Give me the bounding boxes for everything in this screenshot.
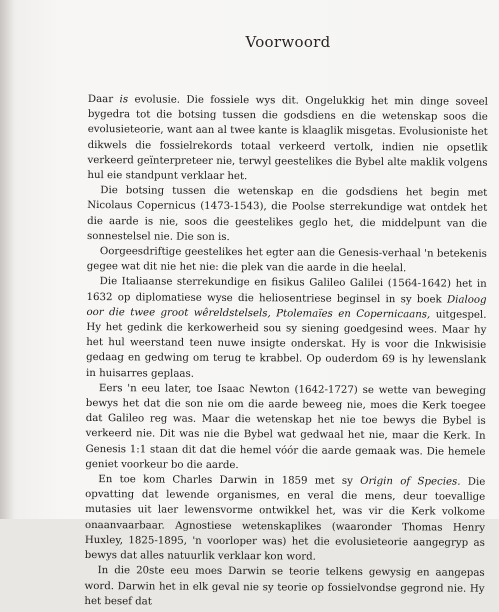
spine-shadow (0, 0, 14, 519)
paragraph-2: Die botsing tussen die wetenskap en die godsdiens het begin met Nicolaus Copernicus (1473-1543), die Poolse sterrekundige wat ontdek het die aarde is nie, soos die geestelikes geglo het, die middelpunt van die sonnestelsel nie. Die son is. (86, 185, 488, 243)
paragraph-5: Eers 'n eeu later, toe Isaac Newton (1642-1727) se wette van beweging bewys het dat die son nie om die aarde beweeg nie, moes die Kerk toegee dat Galileo reg was. Maar die wetenskap het nie toe bewys die Bybel is verkeerd nie. Dit was nie die Bybel wat gedwaal het nie, maar die Kerk. In Genesis 1:1 staan dit dat die hemel vóór die aarde gemaak was. Die hemele geniet voorkeur bo die aarde. (85, 382, 486, 471)
paragraph-3: Oorgeesdriftige geestelikes het egter aan die Genesis-verhaal 'n betekenis gegee wat dit nie het nie: die plek van die aarde in die heelal. (86, 246, 487, 275)
body-text (84, 92, 488, 612)
paragraph-4: Die Italiaanse sterrekundige en fisikus Galileo Galilei (1564-1642) het in 1632 op diplomatiese wyse die heliosentriese beginsel in sy boek Dialoog oor die twee groot wêreldstelsels, Ptolemaïes en Copernicaans, uitgespel. Hy het gedink die kerkowerheid sou sy siening goedgesind wees. Maar hy het hul weerstand teen nuwe insigte onderskat. Hy is voor die Inkwisisie gedaag en gedwing om terug te krabbel. Op ouderdom 69 is hy lewenslank in huisarres geplaas. (85, 276, 487, 380)
book-title-dialoog: Dialoog oor die twee groot wêreldstelsels, Ptolemaïes en Copernicaans, (86, 294, 487, 321)
book-title-origin: Origin of Species. (360, 475, 461, 488)
paragraph-1: Daar is evolusie. Die fossiele wys dit. Ongelukkig het min dinge soveel bygedra tot die botsing tussen die godsdiens en die wetenskap soos die evolusieteorie, want aan al twee kante is klaaglik misgetas. Evolusioniste het dikwels die fossielrekords totaal verkeerd vertolk, indien nie opsetlik verkeerd geïnterpreteer nie, terwyl geestelikes die Bybel alte maklik volgens hul eie standpunt verklaar het. (87, 93, 488, 183)
paragraph-7: In die 20ste eeu moes Darwin se teorie telkens gewysig en aangepas word. Darwin het in elk geval nie sy teorie op fossielvondse gegrond nie. Hy het besef dat (84, 565, 485, 608)
chapter-title: Voorwoord (245, 33, 331, 51)
paragraph-6: En toe kom Charles Darwin in 1859 met sy Origin of Species. Die opvatting dat lewende organismes, en veral die mens, deur toevallige mutasies uit laer lewensvorme ontwikkel het, was vir die Kerk volkome onaanvaarbaar. Agnostiese wetenskaplikes (waaronder Thomas Henry Huxley, 1825-1895, 'n voorloper was) het die evolusieteorie aangegryp as bewys dat alles natuurlik verklaar kon word. (84, 474, 486, 563)
emphasis-is: is (119, 94, 129, 106)
